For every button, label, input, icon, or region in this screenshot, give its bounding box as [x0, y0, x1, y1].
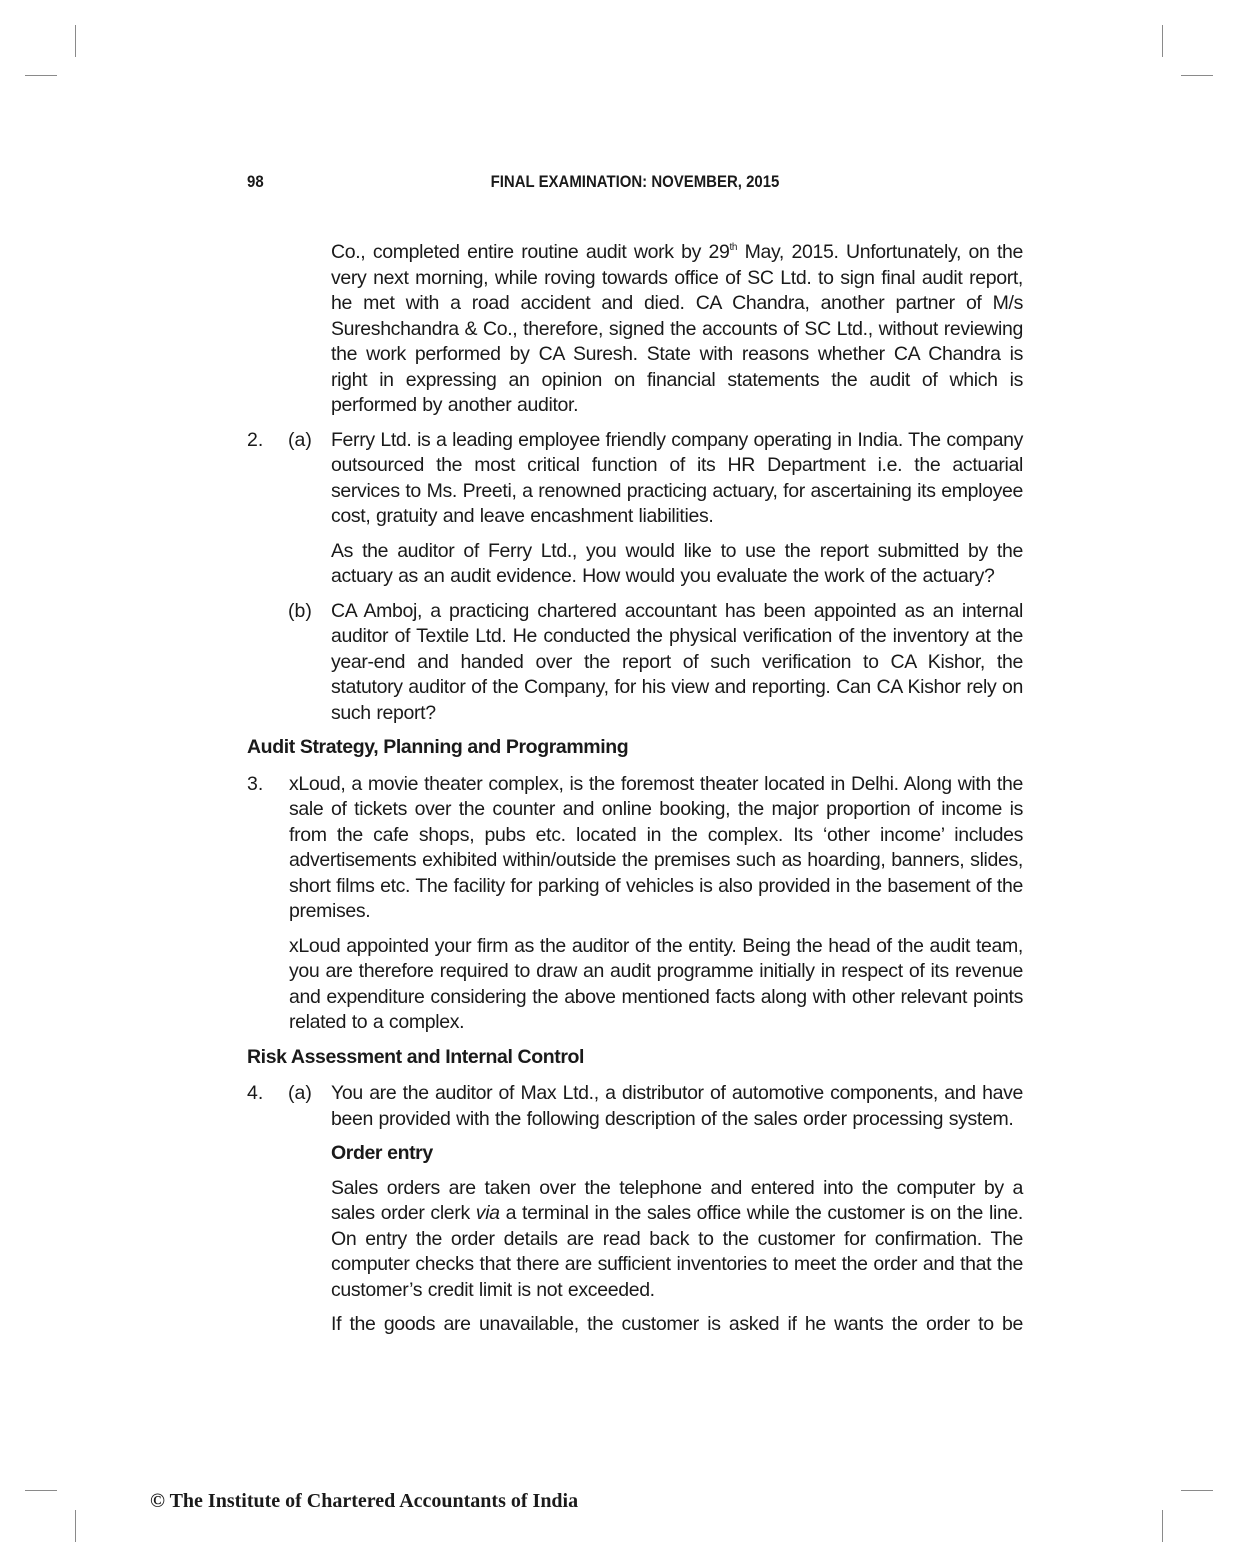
- question-4: [247, 1081, 1023, 1132]
- sub-question-label: (b): [288, 599, 312, 622]
- order-entry-italic: via: [475, 1202, 500, 1224]
- question-2: [247, 428, 1023, 530]
- section-heading-risk-assessment: Risk Assessment and Internal Control: [247, 1045, 585, 1068]
- order-entry-text-end: a terminal in the sales office while the customer is on the line. On entry the order details are read back to the customer for confirmation. The computer checks that there are sufficient inventories to meet the order and that the customer’s credit limit is not exceeded.: [331, 1202, 1024, 1301]
- crop-mark-bottom-right-vertical: [1162, 1510, 1163, 1542]
- page-body: [247, 240, 1023, 1347]
- continuation-text-start: Co., completed entire routine audit work by 29: [331, 241, 730, 263]
- question-number: 2.: [247, 428, 264, 451]
- question-number: 3.: [247, 772, 264, 795]
- sub-question-label: (a): [288, 1082, 312, 1104]
- order-entry-heading: Order entry: [331, 1142, 433, 1164]
- crop-mark-top-left-vertical: [75, 25, 76, 57]
- continuation-paragraph: [331, 240, 1023, 419]
- crop-mark-top-left-horizontal: [25, 75, 57, 76]
- sub-question-label: (a): [288, 428, 312, 451]
- crop-mark-top-right-vertical: [1162, 25, 1163, 57]
- question-number: 4.: [247, 1082, 264, 1104]
- question-2b-text: CA Amboj, a practicing chartered accountant has been appointed as an internal auditor of Textile Ltd. He conducted the physical verification of the inventory at the year-end and handed over the report of such verification to CA Kishor, the statutory auditor of the Company, for his view and reporting. Can CA Kishor rely on such report?: [331, 599, 1023, 724]
- crop-mark-top-right-horizontal: [1181, 75, 1213, 76]
- question-4a-text: You are the auditor of Max Ltd., a distributor of automotive components, and have been provided with the following description of the sales order processing system.: [331, 1082, 1023, 1130]
- question-3-text: xLoud, a movie theater complex, is the foremost theater located in Delhi. Along with the sale of tickets over the counter and online booking, the major proportion of income is from the cafe shops, pubs etc. located in the complex. Its ‘other income’ includes advertisements exhibited within/outside the premises such as hoarding, banners, slides, short films etc. The facility for parking of vehicles is also provided in the basement of the premises.: [289, 772, 1023, 922]
- order-entry-last-line: If the goods are unavailable, the customer is asked if he wants the order to be: [331, 1313, 1023, 1335]
- running-title: FINAL EXAMINATION: NOVEMBER, 2015: [490, 172, 780, 191]
- section-heading-audit-strategy: Audit Strategy, Planning and Programming: [247, 736, 629, 758]
- copyright-footer: © The Institute of Chartered Accountants of India: [150, 1490, 579, 1512]
- question-2b: [247, 599, 1023, 727]
- crop-mark-bottom-left-horizontal: [25, 1490, 57, 1491]
- order-entry-text-start: Sales orders are taken over the telephone and entered into the computer by a sales order clerk: [331, 1176, 1023, 1224]
- ordinal-superscript: th: [729, 242, 738, 253]
- question-3: [247, 772, 1023, 925]
- question-2a-text: Ferry Ltd. is a leading employee friendly company operating in India. The company outsourced the most critical function of its HR Department i.e. the actuarial services to Ms. Preeti, a renowned practicing actuary, for ascertaining its employee cost, gratuity and leave encashment liabilities.: [331, 428, 1023, 527]
- question-2a-text-continued: As the auditor of Ferry Ltd., you would like to use the report submitted by the actuary as an audit evidence. How would you evaluate the work of the actuary?: [331, 539, 1023, 587]
- continuation-text-end: May, 2015. Unfortunately, on the very next morning, while roving towards office of SC Ltd. to sign final audit report, he met with a road accident and died. CA Chandra, another partner of M/s Sureshchandra & Co., therefore, signed the accounts of SC Ltd., without reviewing the work performed by CA Suresh. State with reasons whether CA Chandra is right in expressing an opinion on financial statements the audit of which is performed by another auditor.: [331, 241, 1023, 416]
- order-entry-paragraph: [331, 1176, 1023, 1304]
- crop-mark-bottom-right-horizontal: [1181, 1490, 1213, 1491]
- question-3-text-continued: xLoud appointed your firm as the auditor of the entity. Being the head of the audit team, you are therefore required to draw an audit programme initially in respect of its revenue and expenditure considering the above mentioned facts along with other relevant points related to a complex.: [289, 934, 1023, 1033]
- crop-mark-bottom-left-vertical: [75, 1510, 76, 1542]
- page-number: 98: [247, 172, 264, 191]
